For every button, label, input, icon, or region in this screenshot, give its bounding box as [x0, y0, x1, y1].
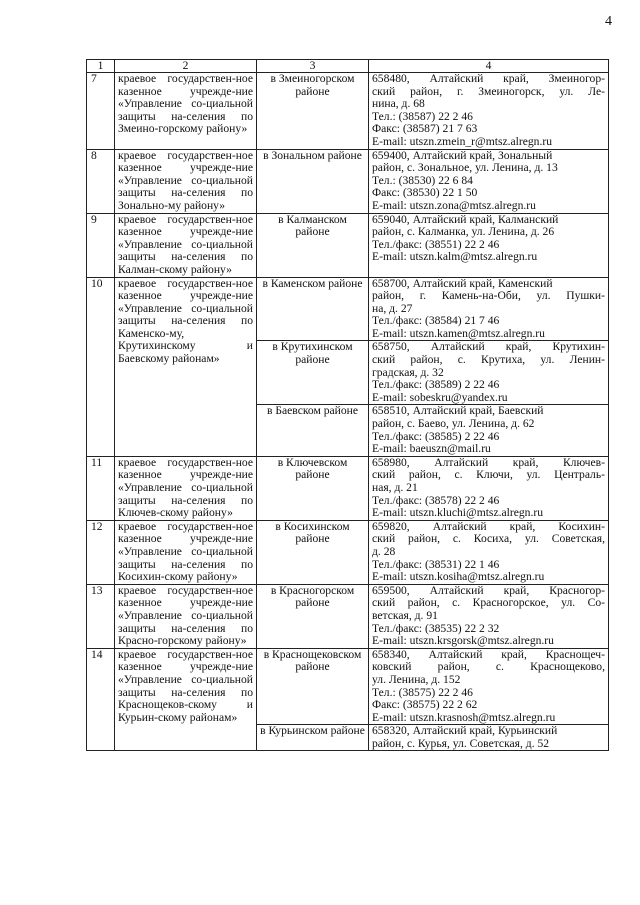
address-line: на, д. 27 — [372, 301, 413, 315]
district-name: в Змеиногорском районе — [257, 73, 369, 150]
row-number: 12 — [87, 520, 115, 584]
address-line: Факс: (38587) 21 7 63 — [372, 122, 478, 136]
address-line: градская, д. 32 — [372, 365, 444, 379]
organization-name: краевое государствен-ное казенное учрежде-ние «Управление со-циальной защиты на-селения по Ключев-скому району» — [115, 456, 257, 520]
address-line: Факс: (38530) 22 1 50 — [372, 186, 478, 200]
address-line: ский район, с. Крутиха, ул. Ленин- — [372, 353, 605, 367]
address-line: E-mail: utszn.krsgorsk@mtsz.alregn.ru — [372, 634, 554, 648]
header-row — [87, 60, 609, 73]
address-line: 659820, Алтайский край, Косихин- — [372, 519, 605, 533]
address-line: район, г. Камень-на-Оби, ул. Пушки- — [372, 289, 605, 303]
address-line: нина, д. 68 — [372, 97, 425, 111]
address-line: ул. Ленина, д. 152 — [372, 672, 461, 686]
district-name: в Краснощековском районе — [257, 648, 369, 725]
address-line: E-mail: sobeskru@yandex.ru — [372, 390, 508, 404]
address-line: район, с. Баево, ул. Ленина, д. 62 — [372, 417, 535, 431]
row-number: 9 — [87, 213, 115, 277]
row-number: 13 — [87, 584, 115, 648]
address-line: район, с. Зональное, ул. Ленина, д. 13 — [372, 161, 558, 175]
address-line: район, с. Калманка, ул. Ленина, д. 26 — [372, 225, 555, 239]
district-name: в Калманском районе — [257, 213, 369, 277]
district-name: в Красногорском районе — [257, 584, 369, 648]
address-line: 658340, Алтайский край, Краснощеч- — [372, 647, 605, 661]
address-line: ский район, г. Змеиногорск, ул. Ле- — [372, 84, 605, 98]
address-line: Тел./факс: (38531) 22 1 46 — [372, 557, 500, 571]
row-number: 7 — [87, 73, 115, 150]
address-contacts — [369, 584, 609, 648]
address-line: ский район, с. Ключи, ул. Централь- — [372, 468, 605, 482]
address-line: Тел./факс: (38585) 2 22 46 — [372, 429, 500, 443]
address-line: E-mail: utszn.kosiha@mtsz.alregn.ru — [372, 570, 545, 584]
table-row — [87, 277, 609, 341]
page-number: 4 — [605, 14, 612, 29]
header-cell-3: 3 — [257, 60, 369, 73]
address-line: E-mail: baeuszn@mail.ru — [372, 442, 491, 456]
address-line: E-mail: utszn.kamen@mtsz.alregn.ru — [372, 326, 545, 340]
address-line: 659400, Алтайский край, Зональный — [372, 148, 553, 162]
row-number: 11 — [87, 456, 115, 520]
address-line: район, с. Курья, ул. Советская, д. 52 — [372, 736, 550, 750]
address-contacts — [369, 520, 609, 584]
address-line: Тел./факс: (38535) 22 2 32 — [372, 621, 500, 635]
address-contacts — [369, 341, 609, 405]
address-line: E-mail: utszn.kluchi@mtsz.alregn.ru — [372, 506, 544, 520]
table-row — [87, 520, 609, 584]
address-contacts — [369, 149, 609, 213]
table-row — [87, 456, 609, 520]
row-number: 14 — [87, 648, 115, 751]
address-line: E-mail: utszn.krasnosh@mtsz.alregn.ru — [372, 710, 556, 724]
address-line: 658980, Алтайский край, Ключев- — [372, 455, 605, 469]
address-line: ский район, с. Красногорское, ул. Со- — [372, 596, 605, 610]
organization-name: краевое государствен-ное казенное учрежде-ние «Управление со-циальной защиты на-селения по Краснощеков-скому и Курьин-скому районам» — [115, 648, 257, 751]
address-line: E-mail: utszn.zmein_r@mtsz.alregn.ru — [372, 134, 553, 148]
address-line: 658320, Алтайский край, Курьинский — [372, 724, 558, 738]
table-row — [87, 73, 609, 150]
header-cell-4: 4 — [369, 60, 609, 73]
address-contacts — [369, 73, 609, 150]
address-line: ский район, с. Косиха, ул. Советская, — [372, 532, 605, 546]
address-line: Тел./факс: (38584) 21 7 46 — [372, 314, 500, 328]
address-contacts — [369, 405, 609, 456]
district-name: в Курьинском районе — [257, 725, 369, 751]
address-line: Факс: (38575) 22 2 62 — [372, 698, 478, 712]
organization-name: краевое государствен-ное казенное учрежде-ние «Управление со-циальной защиты на-селения по Каменско-му, Крутихинскому и Баевскому районам» — [115, 277, 257, 456]
organization-name: краевое государствен-ное казенное учрежде-ние «Управление со-циальной защиты на-селения по Змеино-горскому району» — [115, 73, 257, 150]
district-name: в Баевском районе — [257, 405, 369, 456]
header-cell-1: 1 — [87, 60, 115, 73]
address-line: Тел.: (38587) 22 2 46 — [372, 109, 473, 123]
district-name: в Зональном районе — [257, 149, 369, 213]
district-name: в Ключевском районе — [257, 456, 369, 520]
address-line: д. 28 — [372, 544, 396, 558]
address-line: ветская, д. 91 — [372, 608, 438, 622]
address-line: 659500, Алтайский край, Красногор- — [372, 583, 605, 597]
offices-table — [86, 59, 609, 751]
address-line: ная, д. 21 — [372, 481, 418, 494]
address-line: Тел./факс: (38551) 22 2 46 — [372, 237, 500, 251]
organization-name: краевое государствен-ное казенное учрежде-ние «Управление со-циальной защиты на-селения по Зонально-му району» — [115, 149, 257, 213]
table-row — [87, 149, 609, 213]
district-name: в Косихинском районе — [257, 520, 369, 584]
address-line: E-mail: utszn.zona@mtsz.alregn.ru — [372, 198, 536, 212]
table-row — [87, 648, 609, 725]
address-contacts — [369, 725, 609, 751]
table-row — [87, 213, 609, 277]
address-line: 658750, Алтайский край, Крутихин- — [372, 340, 605, 354]
district-name: в Каменском районе — [257, 277, 369, 341]
table-row — [87, 584, 609, 648]
row-number: 10 — [87, 277, 115, 456]
address-line: E-mail: utszn.kalm@mtsz.alregn.ru — [372, 250, 538, 264]
address-line: Тел./факс: (38589) 2 22 46 — [372, 378, 500, 392]
address-line: 658510, Алтайский край, Баевский — [372, 404, 544, 418]
organization-name: краевое государствен-ное казенное учрежде-ние «Управление со-циальной защиты на-селения по Красно-горскому району» — [115, 584, 257, 648]
address-contacts — [369, 213, 609, 277]
address-line: 659040, Алтайский край, Калманский — [372, 212, 559, 226]
header-cell-2: 2 — [115, 60, 257, 73]
address-line: 658700, Алтайский край, Каменский — [372, 276, 553, 290]
row-number: 8 — [87, 149, 115, 213]
organization-name: краевое государствен-ное казенное учрежде-ние «Управление со-циальной защиты на-селения по Косихин-скому району» — [115, 520, 257, 584]
address-contacts — [369, 648, 609, 725]
address-contacts — [369, 277, 609, 341]
address-line: Тел.: (38530) 22 6 84 — [372, 173, 473, 187]
address-line: Тел./факс: (38578) 22 2 46 — [372, 493, 500, 507]
organization-name: краевое государствен-ное казенное учрежде-ние «Управление со-циальной защиты на-селения по Калман-скому району» — [115, 213, 257, 277]
address-line: Тел.: (38575) 22 2 46 — [372, 685, 473, 699]
district-name: в Крутихинском районе — [257, 341, 369, 405]
table-body — [87, 60, 609, 751]
address-contacts — [369, 456, 609, 520]
address-line: 658480, Алтайский край, Змеиногор- — [372, 72, 605, 85]
address-line: ковский район, с. Краснощеково, — [372, 660, 605, 674]
